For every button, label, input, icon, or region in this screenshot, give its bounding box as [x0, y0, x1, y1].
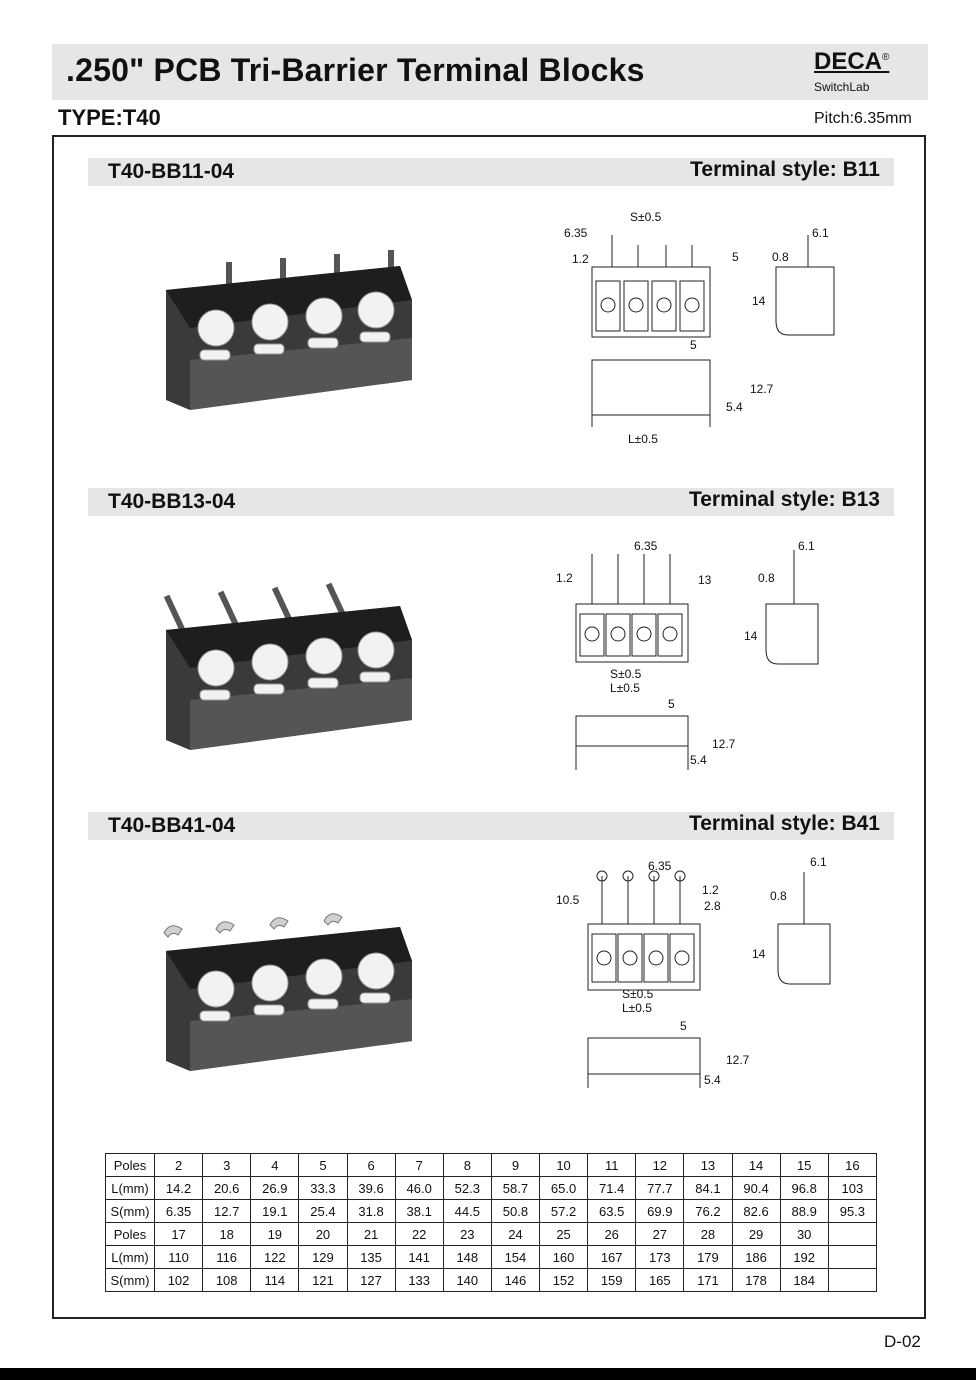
table-cell: 39.6 — [347, 1177, 395, 1200]
row-header-cell: L(mm) — [106, 1246, 155, 1269]
table-cell: 76.2 — [684, 1200, 732, 1223]
table-cell: 122 — [251, 1246, 299, 1269]
table-cell: 146 — [491, 1269, 539, 1292]
table-cell: 167 — [588, 1246, 636, 1269]
table-cell: 25.4 — [299, 1200, 347, 1223]
table-cell: 11 — [588, 1154, 636, 1177]
brand-logo — [814, 48, 889, 76]
table-cell: 13 — [684, 1154, 732, 1177]
dim-side-height: 14 — [752, 294, 766, 308]
table-cell: 20 — [299, 1223, 347, 1246]
dim-bottom-base: 5.4 — [726, 400, 743, 414]
terminal-style-label: Terminal style: B11 — [690, 158, 880, 181]
dim-bottom-height: 12.7 — [750, 382, 774, 396]
table-cell: 102 — [155, 1269, 203, 1292]
table-cell — [828, 1246, 876, 1269]
dim-l-tolerance: L±0.5 — [628, 432, 658, 446]
dim-pin-height: 13 — [698, 573, 712, 587]
table-cell: 17 — [155, 1223, 203, 1246]
table-cell: 184 — [780, 1269, 828, 1292]
table-cell: 25 — [540, 1223, 588, 1246]
table-cell: 108 — [203, 1269, 251, 1292]
table-cell: 4 — [251, 1154, 299, 1177]
dim-side-depth: 6.1 — [812, 226, 829, 240]
dim-pin-hook: 2.8 — [704, 899, 721, 913]
table-cell: 186 — [732, 1246, 780, 1269]
dim-s-tolerance: S±0.5 — [610, 667, 642, 681]
table-cell: 127 — [347, 1269, 395, 1292]
table-cell: 19.1 — [251, 1200, 299, 1223]
dim-bottom-pitch: 5 — [668, 697, 675, 711]
table-cell: 103 — [828, 1177, 876, 1200]
table-cell: 33.3 — [299, 1177, 347, 1200]
table-cell: 69.9 — [636, 1200, 684, 1223]
dimensions-table — [105, 1153, 877, 1292]
dim-bottom-base: 5.4 — [704, 1073, 721, 1087]
table-row — [106, 1223, 877, 1246]
table-cell: 114 — [251, 1269, 299, 1292]
bottom-bar — [0, 1368, 976, 1380]
page-number: D-02 — [884, 1332, 921, 1351]
table-cell: 3 — [203, 1154, 251, 1177]
brand-name: DECA — [814, 48, 883, 75]
table-cell: 31.8 — [347, 1200, 395, 1223]
row-header-cell: Poles — [106, 1154, 155, 1177]
table-cell: 18 — [203, 1223, 251, 1246]
table-cell: 27 — [636, 1223, 684, 1246]
table-cell: 14 — [732, 1154, 780, 1177]
dim-side-height: 14 — [744, 629, 758, 643]
dim-bottom-base: 5.4 — [690, 753, 707, 767]
table-cell: 178 — [732, 1269, 780, 1292]
table-cell: 26 — [588, 1223, 636, 1246]
table-cell: 110 — [155, 1246, 203, 1269]
dim-side-pin: 0.8 — [772, 250, 789, 264]
dim-bottom-height: 12.7 — [712, 737, 736, 751]
dim-pin-width: 1.2 — [702, 883, 719, 897]
terminal-block-photo — [150, 905, 430, 1085]
dim-bottom-pitch: 5 — [680, 1019, 687, 1033]
section-title: T40-BB11-04 — [108, 160, 235, 183]
table-cell: 135 — [347, 1246, 395, 1269]
dim-s-tolerance: S±0.5 — [630, 210, 662, 224]
section-title: T40-BB13-04 — [108, 490, 236, 513]
table-cell: 129 — [299, 1246, 347, 1269]
dim-pitch: 6.35 — [634, 539, 658, 553]
table-row — [106, 1200, 877, 1223]
table-cell: 165 — [636, 1269, 684, 1292]
table-row — [106, 1177, 877, 1200]
table-cell: 20.6 — [203, 1177, 251, 1200]
dim-side-depth: 6.1 — [810, 855, 827, 869]
table-cell: 160 — [540, 1246, 588, 1269]
table-cell: 50.8 — [491, 1200, 539, 1223]
table-cell: 22 — [395, 1223, 443, 1246]
dim-l-tolerance: L±0.5 — [622, 1001, 652, 1015]
brand-registered-mark: ® — [882, 52, 890, 63]
dim-pitch: 6.35 — [648, 859, 672, 873]
dim-pin-width: 1.2 — [572, 252, 589, 266]
table-cell: 12 — [636, 1154, 684, 1177]
table-cell: 5 — [299, 1154, 347, 1177]
table-cell: 95.3 — [828, 1200, 876, 1223]
row-header-cell: L(mm) — [106, 1177, 155, 1200]
table-cell: 10 — [540, 1154, 588, 1177]
table-cell: 133 — [395, 1269, 443, 1292]
table-cell: 15 — [780, 1154, 828, 1177]
table-row — [106, 1154, 877, 1177]
row-header-cell: S(mm) — [106, 1269, 155, 1292]
table-row — [106, 1269, 877, 1292]
table-cell: 29 — [732, 1223, 780, 1246]
table-cell: 26.9 — [251, 1177, 299, 1200]
dim-side-pin: 0.8 — [770, 889, 787, 903]
brand-subtitle: SwitchLab — [814, 80, 870, 94]
table-cell: 88.9 — [780, 1200, 828, 1223]
dim-pitch: 6.35 — [564, 226, 588, 240]
table-cell: 82.6 — [732, 1200, 780, 1223]
table-cell: 12.7 — [203, 1200, 251, 1223]
page-title: .250" PCB Tri-Barrier Terminal Blocks — [66, 52, 645, 88]
table-cell: 21 — [347, 1223, 395, 1246]
table-row — [106, 1246, 877, 1269]
table-cell: 16 — [828, 1154, 876, 1177]
row-header-cell: S(mm) — [106, 1200, 155, 1223]
dim-pin-width: 1.2 — [556, 571, 573, 585]
dim-s-tolerance: S±0.5 — [622, 987, 654, 1001]
table-cell: 90.4 — [732, 1177, 780, 1200]
table-cell: 58.7 — [491, 1177, 539, 1200]
table-cell: 2 — [155, 1154, 203, 1177]
table-cell: 38.1 — [395, 1200, 443, 1223]
table-cell: 24 — [491, 1223, 539, 1246]
dimension-drawing — [540, 205, 860, 465]
table-cell — [828, 1223, 876, 1246]
table-cell: 57.2 — [540, 1200, 588, 1223]
terminal-block-photo — [150, 250, 430, 430]
table-cell: 7 — [395, 1154, 443, 1177]
table-cell: 140 — [443, 1269, 491, 1292]
dim-pin-height: 10.5 — [556, 893, 580, 907]
table-cell: 9 — [491, 1154, 539, 1177]
table-cell: 14.2 — [155, 1177, 203, 1200]
dim-side-height: 14 — [752, 947, 766, 961]
table-cell: 65.0 — [540, 1177, 588, 1200]
table-cell: 19 — [251, 1223, 299, 1246]
table-cell: 28 — [684, 1223, 732, 1246]
dimensions-table-body — [106, 1154, 877, 1292]
table-cell: 192 — [780, 1246, 828, 1269]
dim-bottom-pitch: 5 — [690, 338, 697, 352]
terminal-style-label: Terminal style: B13 — [688, 488, 880, 511]
table-cell: 30 — [780, 1223, 828, 1246]
table-cell: 71.4 — [588, 1177, 636, 1200]
dim-side-pin: 0.8 — [758, 571, 775, 585]
dim-bottom-height: 12.7 — [726, 1053, 750, 1067]
table-cell: 6 — [347, 1154, 395, 1177]
table-cell: 77.7 — [636, 1177, 684, 1200]
table-cell: 52.3 — [443, 1177, 491, 1200]
section-title: T40-BB41-04 — [108, 814, 236, 837]
table-cell: 63.5 — [588, 1200, 636, 1223]
table-cell: 154 — [491, 1246, 539, 1269]
dimension-drawing — [540, 530, 860, 790]
table-cell: 171 — [684, 1269, 732, 1292]
row-header-cell: Poles — [106, 1223, 155, 1246]
table-cell: 96.8 — [780, 1177, 828, 1200]
table-cell: 148 — [443, 1246, 491, 1269]
table-cell: 159 — [588, 1269, 636, 1292]
terminal-style-label: Terminal style: B41 — [688, 812, 880, 835]
table-cell: 8 — [443, 1154, 491, 1177]
dimension-drawing — [540, 852, 860, 1112]
table-cell: 152 — [540, 1269, 588, 1292]
dim-side-depth: 6.1 — [798, 539, 815, 553]
table-cell: 46.0 — [395, 1177, 443, 1200]
table-cell: 173 — [636, 1246, 684, 1269]
pitch-label: Pitch:6.35mm — [814, 110, 912, 127]
type-label: TYPE:T40 — [58, 105, 161, 130]
dim-pin-height: 5 — [732, 250, 739, 264]
table-cell: 23 — [443, 1223, 491, 1246]
table-cell: 84.1 — [684, 1177, 732, 1200]
table-cell: 116 — [203, 1246, 251, 1269]
table-cell — [828, 1269, 876, 1292]
table-cell: 141 — [395, 1246, 443, 1269]
terminal-block-photo — [150, 580, 430, 760]
table-cell: 179 — [684, 1246, 732, 1269]
dim-l-tolerance: L±0.5 — [610, 681, 640, 695]
table-cell: 6.35 — [155, 1200, 203, 1223]
table-cell: 44.5 — [443, 1200, 491, 1223]
table-cell: 121 — [299, 1269, 347, 1292]
